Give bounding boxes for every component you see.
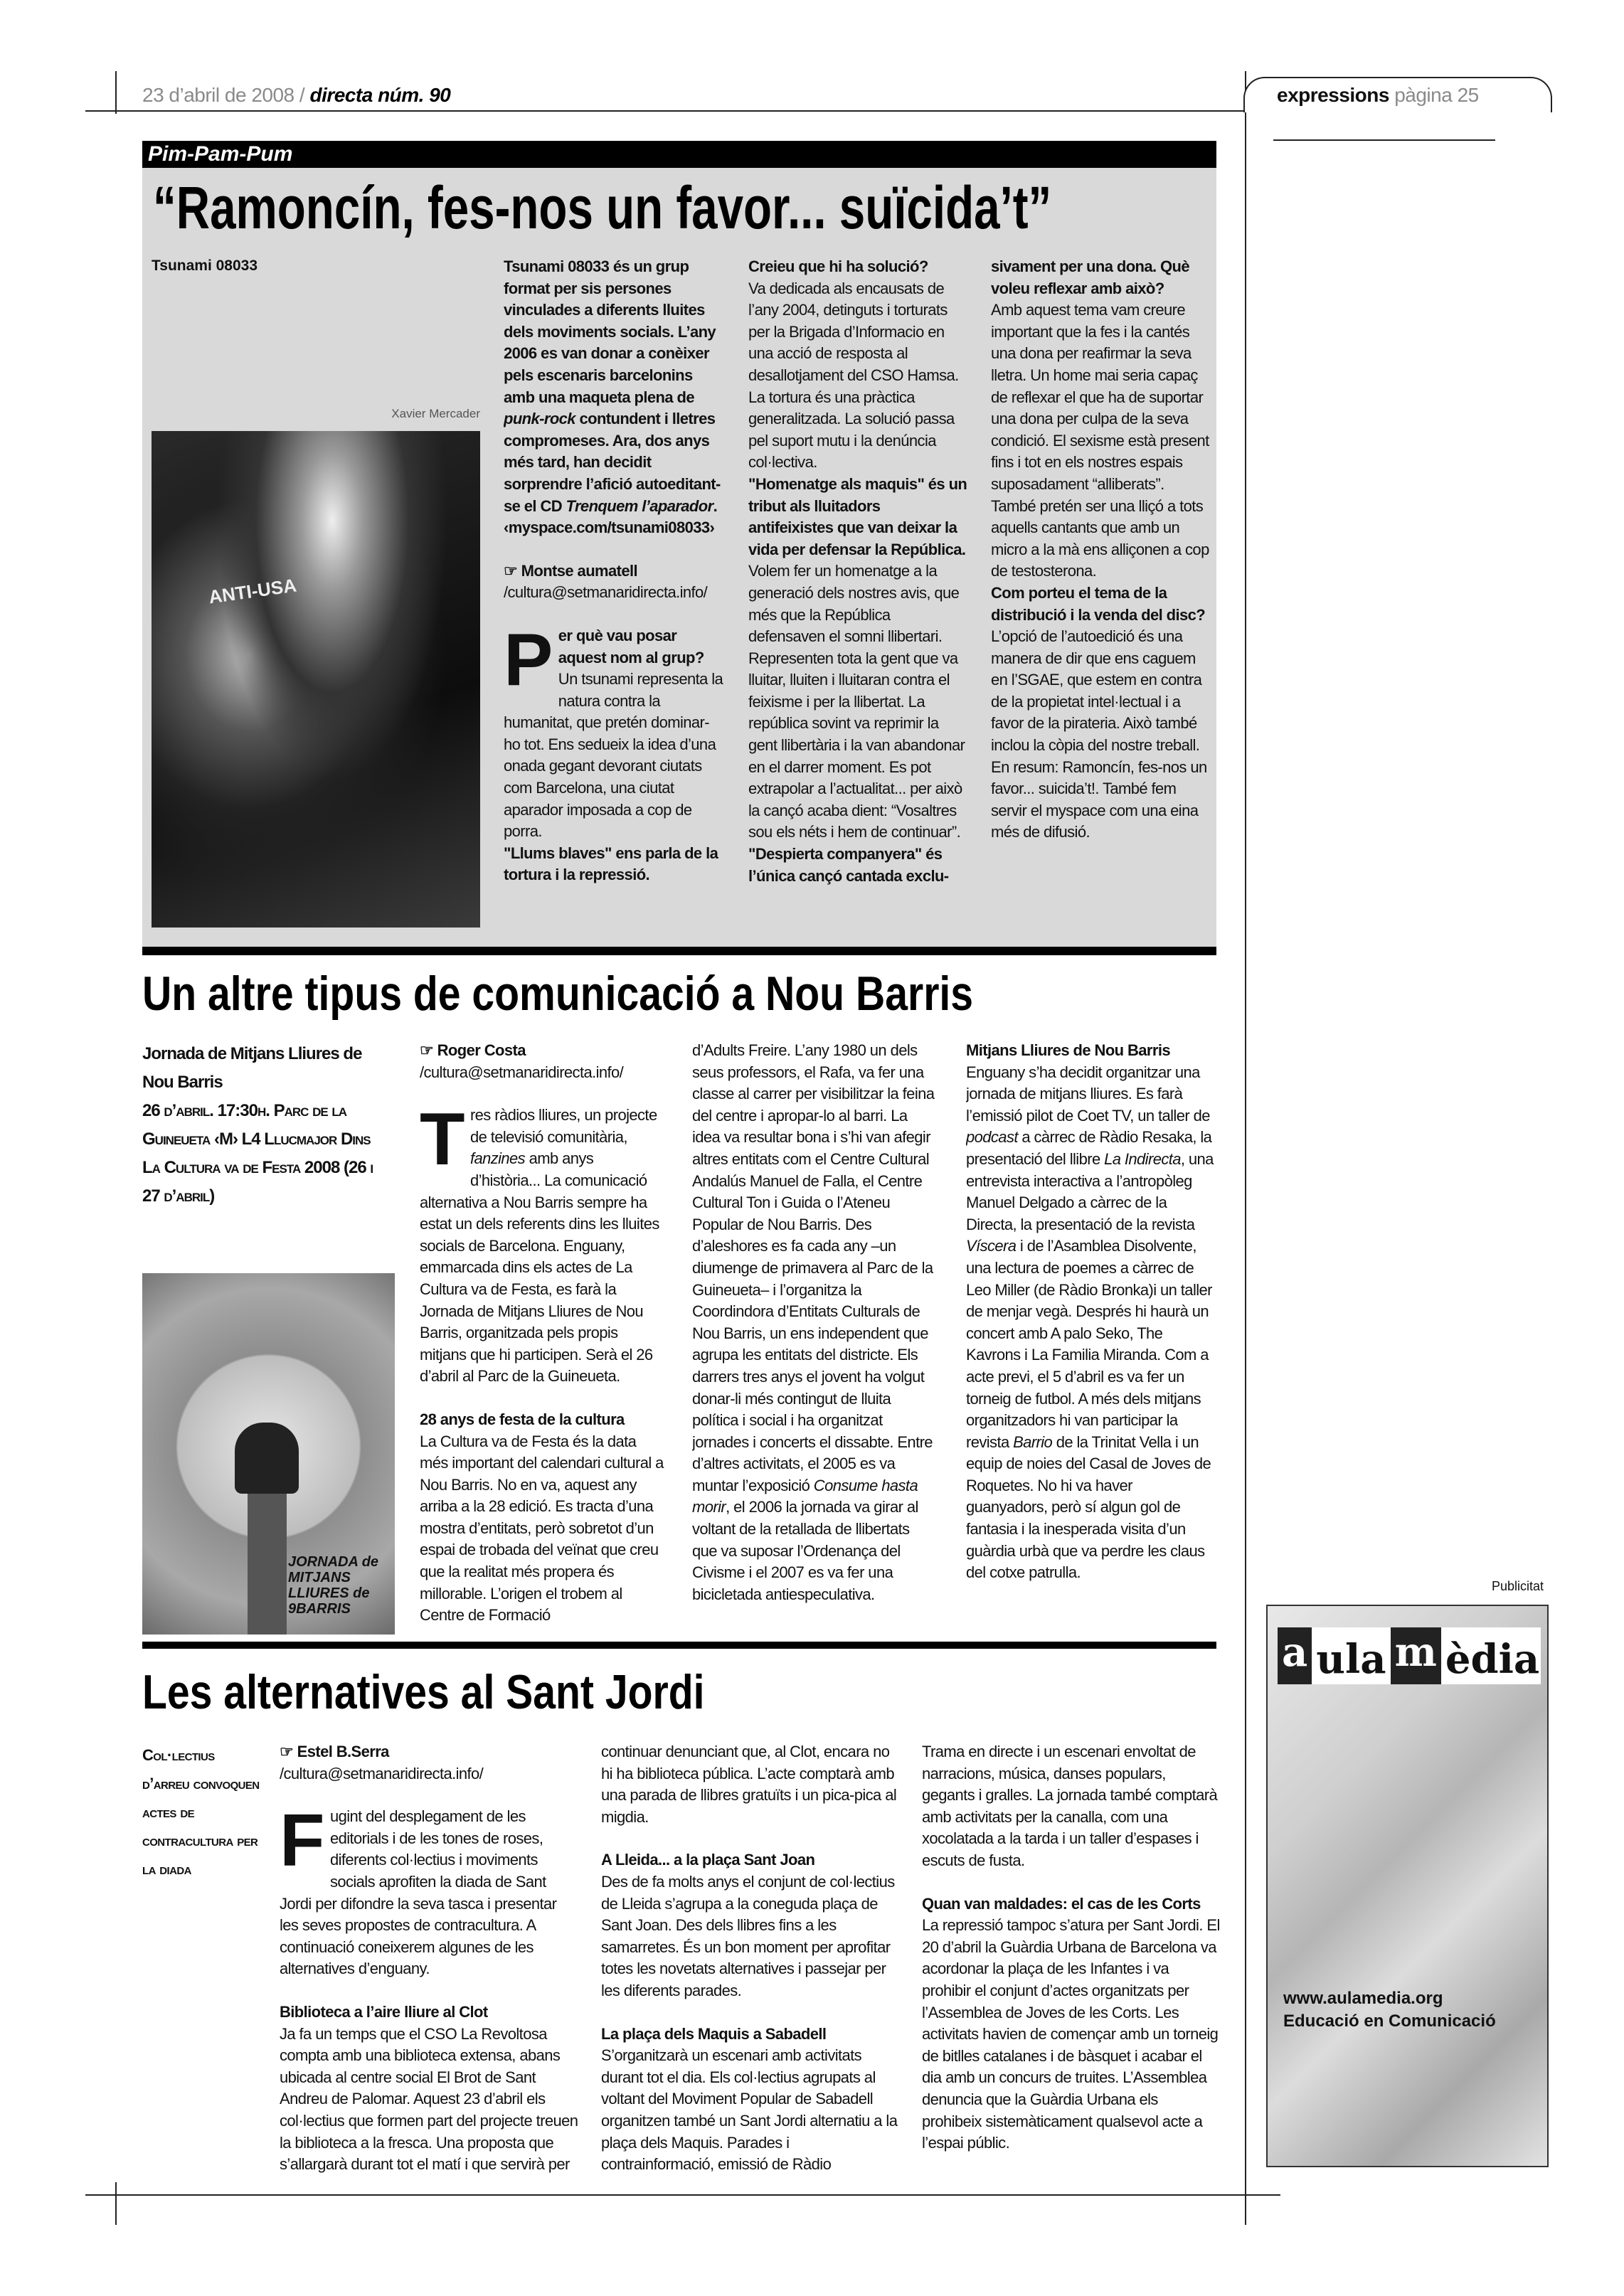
- author: Roger Costa: [437, 1041, 526, 1059]
- question: "Despierta companyera" és l’única cançó cantada exclu-: [748, 845, 949, 885]
- photo-caption: Tsunami 08033: [152, 257, 258, 274]
- article2-info: [142, 1040, 377, 1253]
- answer: L’opció de l’autoedició és una manera de dir que ens caguem en l’SGAE, que estem en contra de la propietat intel·lectual i a favor de la pirateria. Això també inclou la còpia del nostre treball. En resum: Ramoncín, fes-nos un favor... suicida’t!. També fem servir el myspace com una eina més de difusió.: [991, 627, 1207, 841]
- myspace-link[interactable]: ‹myspace.com/tsunami08033›: [504, 519, 715, 537]
- section-name: expressions: [1277, 84, 1389, 106]
- italic-text: Trenquem l’aparador: [566, 496, 713, 515]
- column-divider: [1245, 71, 1246, 2225]
- paragraph: Trama en directe i un escenari envoltat de narracions, música, danses populars, gegants i gralles. La jornada també comptarà amb activitats per la canalla, com una xocolatada a la tarda i un taller d’espases i escuts de fusta.: [922, 1743, 1218, 1869]
- subheading: 28 anys de festa de la cultura: [420, 1410, 625, 1428]
- paragraph: S’organitzarà un escenari amb activitats durant tot el dia. Els col·lectius agrupats al voltant del Moviment Popular de Sabadell organitzen també un Sant Jordi alternatiu a la plaça dels Maquis. Parades i contrainformació, emissió de Ràdio: [601, 2046, 898, 2174]
- paragraph: Des de fa molts anys el conjunt de col·lectius de Lleida s’agrupa a la coneguda plaça de Sant Joan. Des dels llibres fins a les samarretes. És un bon moment per aprofitar totes les novetats alternatives i passejar per les diferents parades.: [601, 1872, 895, 1999]
- left-margin-line: [115, 71, 117, 114]
- subheading: A Lleida... a la plaça Sant Joan: [601, 1851, 815, 1869]
- answer: Un tsunami representa la natura contra la humanitat, que pretén dominar-ho tot. Ens sedueix la idea d’una onada gegant devorant ciutats com Barcelona, una ciutat aparador imposada a cop de porra.: [504, 670, 723, 841]
- byline: [504, 560, 724, 583]
- intro: Tsunami 08033 és un grup format per sis persones vinculades a diferents lluites dels moviments socials. L’any 2006 es van donar a conèixer pels escenaris barcelonins amb una maqueta plena de punk-rock contundent i lletres compromeses. Ara, dos anys més tard, han decidit sorprendre l’afició autoeditant-se el CD Trenquem l’aparador.: [504, 257, 721, 515]
- pointing-hand-icon: ☞: [504, 561, 521, 580]
- question: "Homenatge als maquis" és un tribut als lluitadors antifeixistes que van deixar la vida per defensar la República.: [748, 474, 967, 558]
- lead: Tres ràdios lliures, un projecte de televisió comunitària, fanzines amb anys d’història... La comunicació alternativa a Nou Barris sempre ha estat un dels referents dins les lluites socials de Barcelona. Enguany, emmarcada dins els actes de La Cultura va de Festa, es farà la Jornada de Mitjans Lliures de Nou Barris, organitzada pels propis mitjans que hi participen. Serà el 26 d’abril al Parc de la Guineueta.: [420, 1098, 659, 1386]
- pointing-hand-icon: ☞: [420, 1041, 437, 1059]
- paragraph: Enguany s’ha decidit organitzar una jornada de mitjans lliures. Es farà l’emissió pilot de Coet TV, un taller de podcast a càrrec de Ràdio Resaka, la presentació del llibre La Indirecta, una entrevista interactiva a l’antropòleg Manuel Delgado a càrrec de la Directa, la presentació de la revista Víscera i de l’Asamblea Disolvente, una lectura de poemes a càrrec de Leo Miller (de Ràdio Bronka)i un taller de menjar vegà. Després hi haurà un concert amb A palo Seko, The Kavrons i La Familia Miranda. Com a acte previ, el 5 d’abril es va fer un torneig de futbol. A més dels mitjans organitzadors hi van participar la revista Barrio de la Trinitat Vella i un equip de noies del Casal de Joves de Roquetes. No hi va haver guanyadors, però sí algun gol de fantasia i la inesperada visita d’un guàrdia urbà que va perdre les claus del cotxe patrulla.: [966, 1063, 1214, 1582]
- article2-col2: [420, 1040, 665, 1637]
- ad-url[interactable]: www.aulamedia.org: [1283, 1989, 1443, 2008]
- question: sivament per una dona. Què voleu reflexar amb això?: [991, 257, 1190, 297]
- question: Com porteu el tema de la distribució i la venda del disc?: [991, 583, 1206, 624]
- subheading: La plaça dels Maquis a Sabadell: [601, 2024, 827, 2043]
- subheading: Biblioteca a l’aire lliure al Clot: [280, 2002, 488, 2021]
- pointing-hand-icon: ☞: [280, 1743, 297, 1760]
- ad-label: Publicitat: [1491, 1579, 1544, 1593]
- sidebar-rule: [1273, 139, 1495, 141]
- article2-headline: Un altre tipus de comunicació a Nou Barris: [142, 967, 974, 1021]
- italic-text: Víscera: [966, 1237, 1017, 1255]
- author: Estel B.Serra: [297, 1743, 389, 1760]
- answer: Volem fer un homenatge a la generació dels nostres avis, que més que la República defensaven el somni llibertari. Representen tota la gent que va lluitar, lluiten i lluitaran contra el feixisme i per la llibertat. La república sovint va reprimir la gent llibertària i la van abandonar en el darrer moment. Es pot extrapolar a l’actualitat... per això la cançó acaba dient: “Vosaltres sou els néts i hem de continuar”.: [748, 562, 965, 841]
- author-email[interactable]: /cultura@setmanaridirecta.info/: [420, 1063, 624, 1081]
- article3-col3: [601, 1741, 900, 2182]
- author-email[interactable]: /cultura@setmanaridirecta.info/: [504, 583, 708, 602]
- article2-col4: [966, 1040, 1216, 1637]
- italic-text: fanzines: [469, 1149, 526, 1168]
- paragraph: La repressió tampoc s’atura per Sant Jordi. El 20 d’abril la Guàrdia Urbana de Barcelona va acordonar la plaça de les Infantes i va prohibir el conjunt d’actes organitzats per l’Assemblea de Joves de les Corts. Les activitats havien de començar amb un torneig de bitlles catalanes i de bàsquet i acabar el dia amb un concurs de truites. L’Assemblea denuncia que la Guàrdia Urbana els prohibeix sistemàticament qualsevol acte a l’espai públic.: [922, 1916, 1220, 2152]
- aulamedia-ad[interactable]: [1266, 1605, 1549, 2167]
- article2-col3: [692, 1040, 938, 1637]
- kicker: Pim-Pam-Pum: [148, 142, 293, 166]
- question: Per què vau posar aquest nom al grup?: [504, 618, 704, 701]
- footer-rule: [85, 2194, 1280, 2196]
- paragraph: Ja fa un temps que el CSO La Revoltosa compta amb una biblioteca extensa, abans ubicada al centre social El Brot de Sant Andreu de Palomar. Aquest 23 d’abril els col·lectius que formen part del projecte treuen la biblioteca a la fresca. Una proposta que s’allargarà durant tot el matí i que servirà per: [280, 2024, 578, 2174]
- paragraph: La Cultura va de Festa és la data més important del calendari cultural a Nou Barris. No en va, aquest any arriba a la 28 edició. Es tracta d’una mostra d’entitats, però sobretot d’un espai de trobada del veïnat que creu que la realitat més propera és millorable. L’origen el trobem al Centre de Formació: [420, 1432, 664, 1625]
- issue-date: 23 d’abril de 2008 /: [142, 84, 305, 106]
- drop-cap: P: [504, 618, 553, 701]
- drop-cap: T: [420, 1098, 465, 1181]
- answer: Va dedicada als encausats de l’any 2004, detinguts i torturats per la Brigada d’Informacio en una acció de resposta al desallotjament del CSO Hamsa. La tortura és una pràctica generalitzada. La solució passa pel suport mutu i la denúncia col·lectiva.: [748, 279, 959, 472]
- article3-headline: Les alternatives al Sant Jordi: [142, 1665, 705, 1719]
- answer: Amb aquest tema vam creure important que la fes i la cantés una dona per reafirmar la seva lletra. Un home mai seria capaç de reflexar el que ha de suportar una dona per culpa de la seva condició. El sexisme està present fins i tot en els nostres espais suposadament “alliberats”. També pretén ser una lliçó a tots aquells cantants que amb un micro a la mà ens alliçonen a cop de testosterona.: [991, 301, 1209, 580]
- shirt-text: ANTI-USA: [207, 574, 298, 608]
- photo-credit: Xavier Mercader: [391, 407, 480, 420]
- section-divider: [142, 947, 1216, 955]
- byline: [420, 1040, 665, 1062]
- paragraph: d’Adults Freire. L’any 1980 un dels seus professors, el Rafa, va fer una classe al carrer per visibilitzar la feina del centre i apropar-lo al barri. La idea va resultar bona i s’hi van afegir altres entitats com el Centre Cultural Andalús Manuel de Falla, el Centre Cultural Ton i Guida o l’Ateneu Popular de Nou Barris. Des d’aleshores es fa cada any –un diumenge de primavera al Parc de la Guineueta– i l’organitza la Coordindora d’Entitats Culturals de Nou Barris, un ens independent que agrupa les entitats del districte. Els darrers tres anys el jovent ha volgut donar-li més contingut de lluita política i social i ha organitzat jornades i concerts el dissabte. Entre d’altres activitats, el 2005 es va muntar l’exposició Consume hasta morir, el 2006 la jornada va girar al voltant de la retallada de llibertats que va suposar l’Ordenança del Civisme i el 2007 es va fer una bicicletada antiespeculativa.: [692, 1041, 935, 1603]
- publication-name: directa núm. 90: [309, 84, 451, 106]
- ad-logo: a ula m èdia: [1278, 1627, 1541, 1684]
- band-photo: [152, 431, 480, 928]
- paragraph: continuar denunciant que, al Clot, encara no hi ha biblioteca pública. L’acte comptarà amb una parada de llibres gratuïts i un pica-pica al migdia.: [601, 1743, 897, 1826]
- question: Creieu que hi ha solució?: [748, 257, 928, 275]
- italic-text: podcast: [966, 1128, 1018, 1147]
- article1-col2: [504, 256, 724, 939]
- byline: [280, 1741, 578, 1763]
- article3-standfirst: Col·lectius d’arreu convoquen actes de contracultura per la diada: [142, 1746, 260, 1878]
- poster-tower: [248, 1494, 287, 1635]
- kicker-bar: [142, 141, 1216, 168]
- drop-cap: F: [280, 1800, 324, 1883]
- ad-tagline: Educació en Comunicació: [1283, 2011, 1496, 2031]
- article3-col4: [922, 1741, 1221, 2182]
- header-right: [1277, 84, 1479, 107]
- event-title: Jornada de Mitjans Lliures de Nou Barris: [142, 1044, 362, 1092]
- left-margin-line-bottom: [115, 2182, 117, 2225]
- subheading: Quan van maldades: el cas de les Corts: [922, 1894, 1201, 1913]
- lead: Fugint del desplegament de les editorials i de les tones de roses, diferents col·lectius i moviments socials aprofiten la diada de Sant Jordi per difondre la seva tasca i presentar les seves propostes de contracultura. A continuació coneixerem algunes de les alternatives d’enguany.: [280, 1800, 557, 1978]
- author: Montse aumatell: [521, 561, 638, 580]
- page-number: pàgina 25: [1394, 84, 1479, 106]
- question: "Llums blaves" ens parla de la tortura i la repressió.: [504, 844, 718, 884]
- header-left: [142, 84, 450, 107]
- article1-col3: [748, 256, 969, 939]
- subheading: Mitjans Lliures de Nou Barris: [966, 1041, 1171, 1059]
- italic-text: Consume hasta morir: [692, 1476, 918, 1516]
- italic-text: punk-rock: [504, 410, 575, 428]
- article1-headline: “Ramoncín, fes-nos un favor... suïcida’t”: [153, 174, 1052, 241]
- event-poster: [142, 1273, 395, 1635]
- italic-text: Barrio: [1013, 1433, 1053, 1451]
- event-details: 26 d’abril. 17:30h. Parc de la Guineueta ‹M› L4 Llucmajor Dins La Cultura va de Festa 2008 (26 i 27 d’abril): [142, 1101, 373, 1206]
- author-email[interactable]: /cultura@setmanaridirecta.info/: [280, 1764, 484, 1782]
- poster-title: JORNADA de MITJANS LLIURES de 9BARRIS: [288, 1554, 379, 1617]
- fist-icon: [235, 1423, 299, 1494]
- italic-text: La Indirecta: [1104, 1149, 1181, 1168]
- article3-col2: [280, 1741, 578, 2182]
- article1-col4: [991, 256, 1211, 939]
- section-divider: [142, 1642, 1216, 1649]
